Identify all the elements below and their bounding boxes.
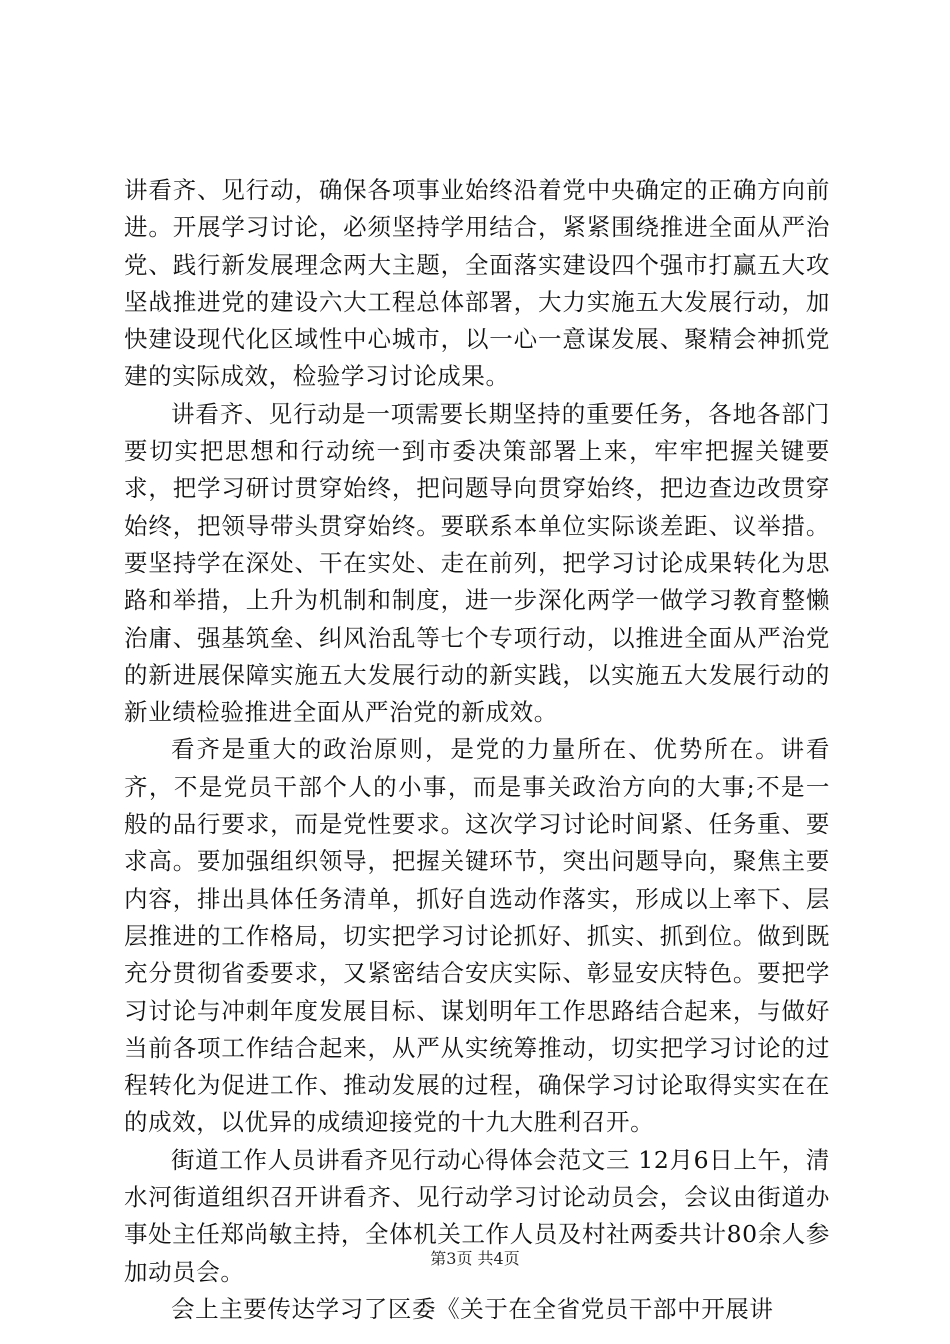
paragraph-2: 讲看齐、见行动是一项需要长期坚持的重要任务，各地各部门要切实把思想和行动统一到市委决策部署上来，牢牢把握关键要求，把学习研讨贯穿始终，把问题导向贯穿始终，把边查边改贯穿始终，把领导带头贯穿始终。要联系本单位实际谈差距、议举措。要坚持学在深处、干在实处、走在前列，把学习讨论成果转化为思路和举措，上升为机制和制度，进一步深化两学一做学习教育整懒治庸、强基筑垒、纠风治乱等七个专项行动，以推进全面从严治党的新进展保障实施五大发展行动的新实践，以实施五大发展行动的新业绩检验推进全面从严治党的新成效。 — [124, 399, 830, 727]
paragraph-3: 看齐是重大的政治原则，是党的力量所在、优势所在。讲看齐，不是党员干部个人的小事，而是事关政治方向的大事;不是一般的品行要求，而是党性要求。这次学习讨论时间紧、任务重、要求高。要加强组织领导，把握关键环节，突出问题导向，聚焦主要内容，排出具体任务清单，抓好自选动作落实，形成以上率下、层层推进的工作格局，切实把学习讨论抓好、抓实、抓到位。做到既充分贯彻省委要求，又紧密结合安庆实际、彰显安庆特色。要把学习讨论与冲刺年度发展目标、谋划明年工作思路结合起来，与做好当前各项工作结合起来，从严从实统筹推动，切实把学习讨论的过程转化为促进工作、推动发展的过程，确保学习讨论取得实实在在的成效，以优异的成绩迎接党的十九大胜利召开。 — [124, 735, 830, 1137]
paragraph-5: 会上主要传达学习了区委《关于在全省党员干部中开展讲 — [171, 1294, 774, 1323]
page-footer: 第3页 共4页 — [430, 1249, 520, 1268]
paragraph-1: 讲看齐、见行动，确保各项事业始终沿着党中央确定的正确方向前进。开展学习讨论，必须坚持学用结合，紧紧围绕推进全面从严治党、践行新发展理念两大主题，全面落实建设四个强市打赢五大攻坚战推进党的建设六大工程总体部署，大力实施五大发展行动，加快建设现代化区域性中心城市，以一心一意谋发展、聚精会神抓党建的实际成效，检验学习讨论成果。 — [124, 176, 830, 391]
paragraph-4: 街道工作人员讲看齐见行动心得体会范文三 12月6日上午，清水河街道组织召开讲看齐、见行动学习讨论动员会，会议由街道办事处主任郑尚敏主持，全体机关工作人员及村社两委共计80余人参加动员会。 — [124, 1145, 830, 1286]
document-body — [124, 172, 830, 1328]
